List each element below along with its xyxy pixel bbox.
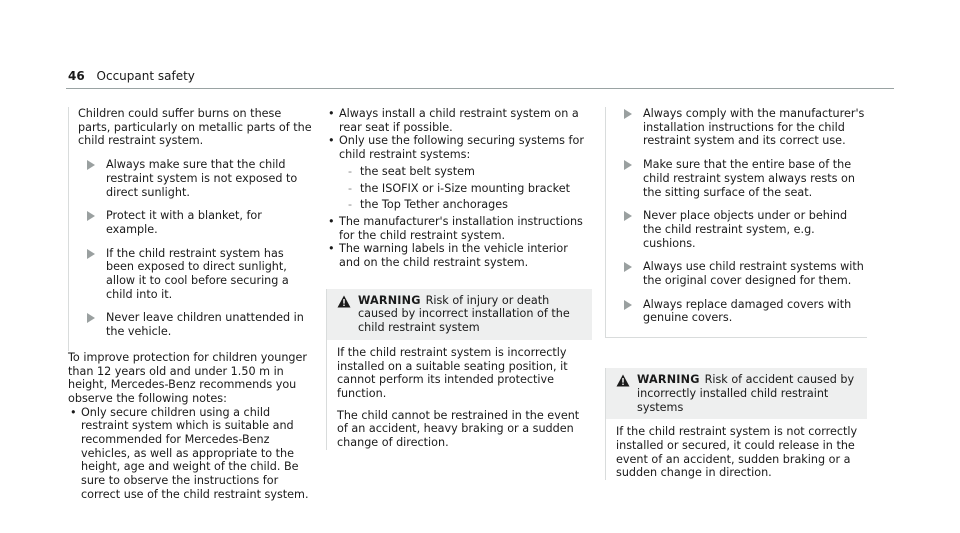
warning-heading: Risk of accident caused by incorrectly installed child restraint systems bbox=[637, 373, 855, 414]
action-item bbox=[615, 260, 867, 287]
action-item bbox=[615, 158, 867, 199]
action-text: Protect it with a blanket, for example. bbox=[106, 209, 262, 236]
sub-list-item: - the Top Tether anchorages bbox=[339, 198, 592, 212]
warning-header bbox=[327, 289, 592, 340]
action-item bbox=[78, 311, 313, 338]
action-item bbox=[615, 107, 867, 148]
arrow-right-icon bbox=[86, 211, 98, 236]
warning-text: If the child restraint system is incorrectly installed on a suitable seating position, it cannot perform its intended protective function. bbox=[337, 345, 568, 400]
arrow-right-icon bbox=[623, 109, 635, 148]
action-text: Always replace damaged covers with genuine covers. bbox=[643, 297, 852, 325]
action-item bbox=[78, 247, 313, 302]
action-text: Never leave children unattended in the vehicle. bbox=[106, 311, 304, 339]
bullet-list bbox=[68, 406, 313, 502]
column-3 bbox=[605, 107, 867, 492]
arrow-right-icon bbox=[86, 160, 98, 199]
sub-list bbox=[339, 165, 592, 212]
action-text: Always comply with the manufacturer's installation instructions for the child restraint system and its correct use. bbox=[643, 107, 865, 148]
action-box bbox=[68, 107, 313, 351]
page-number: 46 bbox=[68, 69, 85, 83]
arrow-right-icon bbox=[623, 300, 635, 325]
arrow-right-icon bbox=[86, 313, 98, 338]
action-item bbox=[78, 158, 313, 199]
list-item: • Always install a child restraint system on a rear seat if possible. bbox=[326, 107, 592, 134]
arrow-right-icon bbox=[623, 160, 635, 199]
warning-box bbox=[605, 368, 867, 480]
sub-list-item: - the ISOFIX or i-Size mounting bracket bbox=[339, 182, 592, 196]
column-2 bbox=[326, 107, 592, 454]
warning-text: If the child restraint system is not correctly installed or secured, it could release in the event of an accident, sudden braking or a sudden change in direction. bbox=[616, 425, 858, 480]
list-item: • Only secure children using a child restraint system which is suitable and recommended for Mercedes-Benz vehicles, as well as appropriate to the height, age and weight of the child. Be sure to observe the instructions for correct use of the child restraint system. bbox=[68, 406, 313, 502]
action-item bbox=[78, 209, 313, 236]
body-paragraph: To improve protection for children younger than 12 years old and under 1.50 m in height, Mercedes-Benz recommends you observe the following notes: bbox=[68, 350, 308, 405]
warning-body bbox=[606, 419, 867, 480]
action-text: Never place objects under or behind the child restraint system, e.g. cushions. bbox=[643, 209, 848, 250]
action-text: Make sure that the entire base of the child restraint system always rests on the sitting surface of the seat. bbox=[643, 158, 855, 199]
action-text: If the child restraint system has been exposed to direct sunlight, allow it to cool before securing a child into it. bbox=[106, 246, 289, 301]
arrow-right-icon bbox=[623, 211, 635, 250]
action-text: Always use child restraint systems with the original cover designed for them. bbox=[643, 260, 864, 288]
sub-list-item: - the seat belt system bbox=[339, 165, 592, 179]
bullet-list bbox=[326, 107, 592, 270]
warning-triangle-icon bbox=[337, 295, 352, 335]
action-item bbox=[615, 209, 867, 250]
arrow-right-icon bbox=[623, 262, 635, 287]
section-title: Occupant safety bbox=[96, 69, 195, 83]
list-item-text: Only use the following securing systems for child restraint systems: bbox=[339, 134, 584, 162]
arrow-right-icon bbox=[86, 249, 98, 302]
action-item bbox=[615, 298, 867, 325]
action-box bbox=[605, 107, 867, 338]
warning-label: WARNING bbox=[637, 373, 700, 387]
list-item: • The warning labels in the vehicle interior and on the child restraint system. bbox=[326, 242, 592, 269]
action-text: Always make sure that the child restraint system is not exposed to direct sunlight. bbox=[106, 158, 298, 199]
warning-text: The child cannot be restrained in the event of an accident, heavy braking or a sudden change of direction. bbox=[337, 408, 580, 450]
page-header bbox=[68, 69, 195, 83]
warning-heading: Risk of injury or death caused by incorrect installation of the child restraint system bbox=[358, 293, 570, 335]
warning-triangle-icon bbox=[616, 374, 631, 414]
intro-text: Children could suffer burns on these parts, particularly on metallic parts of the child restraint system. bbox=[78, 107, 312, 148]
header-rule bbox=[66, 88, 894, 89]
column-1 bbox=[68, 107, 313, 502]
list-item bbox=[326, 134, 592, 212]
list-item: • The manufacturer's installation instructions for the child restraint system. bbox=[326, 215, 592, 242]
warning-label: WARNING bbox=[358, 293, 421, 307]
warning-header bbox=[606, 368, 867, 419]
warning-body bbox=[327, 340, 592, 450]
warning-box bbox=[326, 289, 592, 450]
